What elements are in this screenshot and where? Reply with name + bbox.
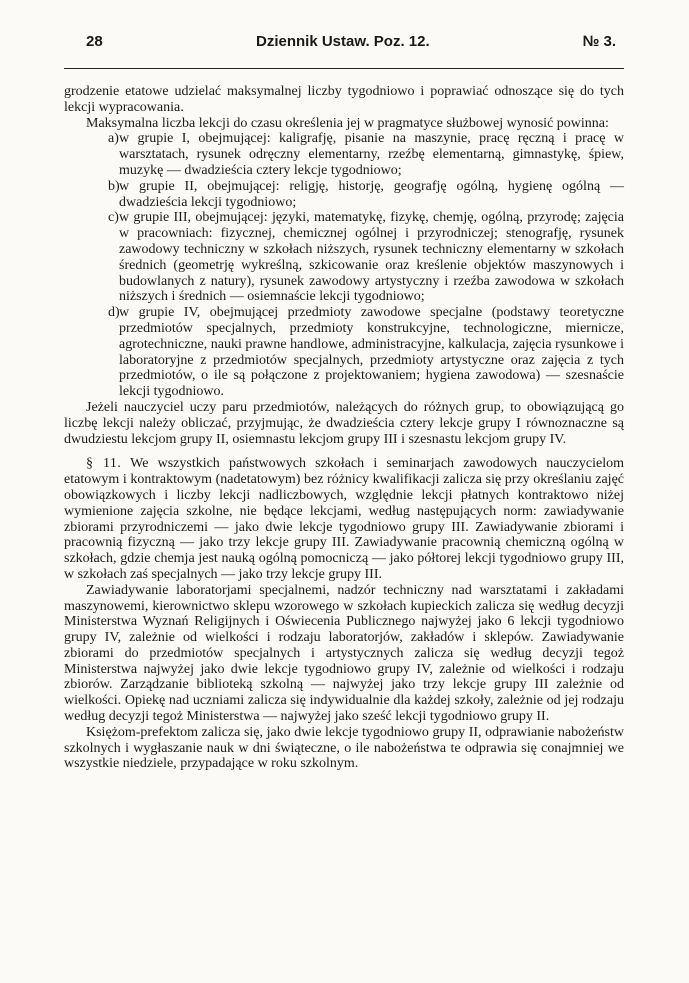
document-body [64,84,624,772]
list-item [64,131,624,178]
page-header [64,30,620,54]
paragraph-intro: grodzenie etatowe udzielać maksymalnej liczby tygodniowo i poprawiać odnoszące się do tych lekcji wypracowania. [64,84,624,115]
list-item-label: b) [108,178,120,194]
section-11 [64,456,624,582]
list-item-label: a) [108,131,119,147]
section-11-text: We wszystkich państwowych szkołach i seminarjach zawodowych nauczycielom etatowym i kontraktowym (nadetatowym) bez różnicy kwalifikacji zalicza się przy określaniu zajęć obowiązkowych i liczby lekcji nadliczbowych, względnie lekcji płatnych kontraktowo niżej wymienione zajęcia szkolne, nie będące lekcjami, według następujących norm: zawiadywanie zbiorami przyrodniczemi — jako dwie lekcje tygodniowo grupy III. Zawiadywanie zbiorami i pracownią fizyczną — jako trzy lekcje grupy III. Zawiadywanie pracownią chemiczną ogólną w szkołach, gdzie chemja jest nauką ogólną pomocniczą — jako półtorej lekcji tygodniowo grupy III, w szkołach zaś specjalnych — jako trzy lekcje grupy III. [64,456,624,582]
list-item [64,179,624,211]
list-item-text: w grupie III, obejmującej: języki, matematykę, fizykę, chemję, ogólną, przyrodę; zajęcia w pracowniach: fizycznej, chemicznej ogólnej i przyrodniczej; stenografję, rysunek zawodowy techniczny w szkołach niższych, rysunek techniczny elementarny w szkołach średnich (geometrję wykreślną, szkicowanie oraz kreślenie objektów maszynowych i budowlanych z natury), rysunek zawodowy artystyczny i rzeźba zawodowa w szkołach niższych i średnich — osiemnaście lekcji tygodniowo; [119,210,624,305]
list-item-text: w grupie IV, obejmującej przedmioty zawodowe specjalne (podstawy teoretyczne przedmiotów specjalnych, przedmioty konstrukcyjne, technologiczne, miernicze, agrotechniczne, nauki prawne handlowe, administracyjne, kalkulacja, zajęcia rysunkowe i laboratoryjne z przedmiotów specjalnych, przedmioty artystyczne oraz zajęcia z tych przedmiotów, o ile są połączone z projektowaniem; hygiena zawodowa) — szesnaście lekcji tygodniowo. [119,305,624,400]
list-item-text: w grupie I, obejmującej: kaligrafję, pisanie na maszynie, pracę ręczną i pracę w warsztatach, rysunek odręczny elementarny, rzeźbę elementarną, gimnastykę, śpiew, muzykę — dwadzieścia cztery lekcje tygodniowo; [119,131,624,178]
list-item [64,305,624,400]
issue-number: № 3. [582,33,616,50]
list-item-label: d) [108,305,120,321]
header-rule [64,68,624,69]
list-item [64,210,624,305]
list-item-label: c) [108,210,119,226]
paragraph-prefects: Księżom-prefektom zalicza się, jako dwie lekcje tygodniowo grupy II, odprawianie nabożeństw szkolnych i wygłaszanie nauk w dni świąteczne, o ile nabożeństwa te odprawia się conajmniej we wszystkie niedziele, przypadające w roku szkolnym. [64,724,624,772]
paragraph-laboratories: Zawiadywanie laboratorjami specjalnemi, nadzór techniczny nad warsztatami i zakładami maszynowemi, kierownictwo sklepu wzorowego w szkołach kupieckich zalicza się według decyzji Ministerstwa Wyznań Religijnych i Oświecenia Publicznego najwyżej jako 6 lekcji tygodniowo grupy IV, zależnie od wielkości i rodzaju laboratorjów, zakładów i sklepów. Zawiadywanie zbiorami do przedmiotów specjalnych i artystycznych zalicza się według decyzji tegoż Ministerstwa najwyżej jako dwie lekcje tygodniowo grupy IV, zależnie od wielkości i rodzaju zbiorów. Zarządzanie biblioteką szkolną — najwyżej jako trzy lekcje grupy III zależnie od wielkości. Opiekę nad uczniami zalicza się indywidualnie dla każdej szkoły, zależnie od jej rodzaju według decyzji tegoż Ministerstwa — najwyżej jako sześć lekcji tygodniowo grupy II. [64,582,624,725]
page-number: 28 [86,33,103,50]
paragraph-max-lessons: Maksymalna liczba lekcji do czasu określenia jej w pragmatyce służbowej wynosić powinna: [86,115,609,131]
journal-title: Dziennik Ustaw. Poz. 12. [256,33,430,50]
section-mark: § 11. [86,456,122,472]
paragraph-multiple-groups: Jeżeli nauczyciel uczy paru przedmiotów, należących do różnych grup, to obowiązującą go liczbę lekcji należy obliczać, przyjmując, że dwadzieścia cztery lekcje grupy I równoznaczne są dwudziestu lekcjom grupy II, osiemnastu lekcjom grupy III i szesnastu lekcjom grupy IV. [64,399,624,447]
list-item-text: w grupie II, obejmującej: religję, historję, geografję ogólną, hygienę ogólną — dwadzieścia lekcji tygodniowo; [119,178,624,210]
